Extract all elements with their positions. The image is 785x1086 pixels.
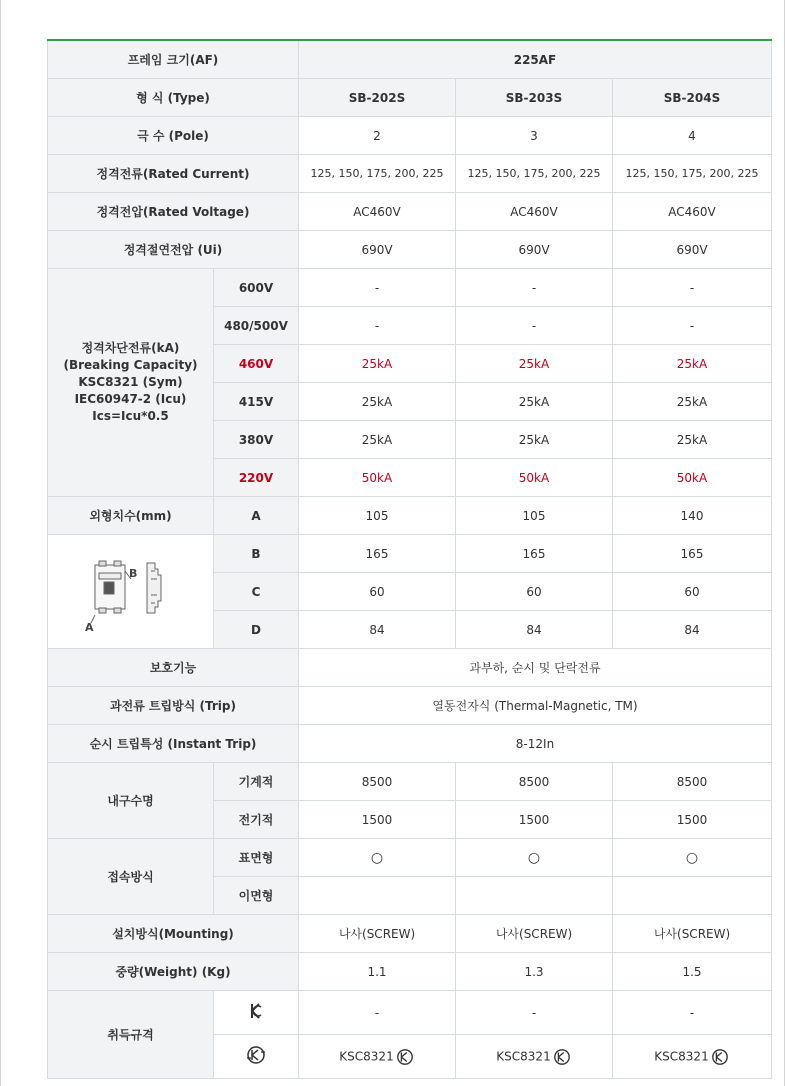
- ks-mark-icon: [245, 1045, 267, 1065]
- rated-current-value: 125, 150, 175, 200, 225: [613, 155, 772, 193]
- row-pole: [48, 117, 772, 155]
- breaking-value: -: [299, 269, 456, 307]
- row-insulation-voltage: [48, 231, 772, 269]
- insulation-voltage-value: 690V: [299, 231, 456, 269]
- row-dimension-a: [48, 497, 772, 535]
- breaking-value: 25kA: [456, 345, 613, 383]
- model-sb-202s: SB-202S: [299, 79, 456, 117]
- connection-label: 접속방식: [48, 839, 214, 915]
- certification-ks-cell: [613, 1035, 772, 1079]
- weight-value: 1.3: [456, 953, 613, 991]
- endurance-kind: 전기적: [214, 801, 299, 839]
- breaking-voltage: 480/500V: [214, 307, 299, 345]
- breaking-value: 50kA: [613, 459, 772, 497]
- row-protection: [48, 649, 772, 687]
- breaking-value: 25kA: [299, 345, 456, 383]
- dimension-value: 105: [299, 497, 456, 535]
- connection-kind: 이면형: [214, 877, 299, 915]
- connection-value: [613, 877, 772, 915]
- row-frame-size: [48, 40, 772, 79]
- certification-value: -: [456, 991, 613, 1035]
- ks-mark-icon: [395, 1048, 415, 1066]
- row-instant-trip: [48, 725, 772, 763]
- certification-value: KSC8321: [339, 1049, 394, 1063]
- mounting-value: 나사(SCREW): [613, 915, 772, 953]
- weight-label: 중량(Weight) (Kg): [48, 953, 299, 991]
- mounting-value: 나사(SCREW): [299, 915, 456, 953]
- row-endurance-mechanical: [48, 763, 772, 801]
- breaking-value: 50kA: [299, 459, 456, 497]
- row-overcurrent-trip: [48, 687, 772, 725]
- dimension-value: 105: [456, 497, 613, 535]
- breaking-label-line: KSC8321 (Sym): [78, 375, 183, 389]
- overcurrent-trip-value: 열동전자식 (Thermal-Magnetic, TM): [299, 687, 772, 725]
- certification-value: KSC8321: [654, 1049, 709, 1063]
- diagram-label-b: B: [128, 566, 137, 580]
- certification-value: KSC8321: [496, 1049, 551, 1063]
- frame-size-label: 프레임 크기(AF): [48, 40, 299, 79]
- pole-value: 4: [613, 117, 772, 155]
- dimension-value: 165: [299, 535, 456, 573]
- page-frame-left: [0, 0, 1, 1086]
- certification-value: -: [613, 991, 772, 1035]
- breaking-label-line: 정격차단전류(kA): [81, 341, 180, 355]
- connection-value: [299, 877, 456, 915]
- breaking-voltage: 415V: [214, 383, 299, 421]
- endurance-label: 내구수명: [48, 763, 214, 839]
- row-rated-voltage: [48, 193, 772, 231]
- dimension-value: 60: [299, 573, 456, 611]
- breaking-label-line: (Breaking Capacity): [63, 358, 198, 372]
- connection-value: ○: [299, 839, 456, 877]
- breaker-dimension-diagram: [83, 551, 179, 633]
- breaking-value: -: [613, 269, 772, 307]
- rated-voltage-label: 정격전압(Rated Voltage): [48, 193, 299, 231]
- ks-mark-icon: [710, 1048, 730, 1066]
- row-weight: [48, 953, 772, 991]
- insulation-voltage-value: 690V: [456, 231, 613, 269]
- breaking-voltage: 380V: [214, 421, 299, 459]
- breaking-label-line: IEC60947-2 (Icu): [74, 392, 187, 406]
- weight-value: 1.5: [613, 953, 772, 991]
- breaking-voltage: 220V: [214, 459, 299, 497]
- rated-voltage-value: AC460V: [456, 193, 613, 231]
- breaking-value: -: [456, 269, 613, 307]
- certification-value: -: [299, 991, 456, 1035]
- mounting-label: 설치방식(Mounting): [48, 915, 299, 953]
- breaking-value: -: [613, 307, 772, 345]
- dimension-key: C: [214, 573, 299, 611]
- endurance-value: 8500: [456, 763, 613, 801]
- row-connection-front: [48, 839, 772, 877]
- instant-trip-label: 순시 트립특성 (Instant Trip): [48, 725, 299, 763]
- ks-mark-icon: [552, 1048, 572, 1066]
- breaking-value: 25kA: [299, 383, 456, 421]
- connection-value: ○: [456, 839, 613, 877]
- dimension-value: 165: [613, 535, 772, 573]
- endurance-kind: 기계적: [214, 763, 299, 801]
- connection-kind: 표면형: [214, 839, 299, 877]
- breaking-voltage: 600V: [214, 269, 299, 307]
- connection-value: ○: [613, 839, 772, 877]
- dimension-diagram-cell: [48, 535, 214, 649]
- dimension-value: 60: [456, 573, 613, 611]
- certification-label: 취득규격: [48, 991, 214, 1079]
- weight-value: 1.1: [299, 953, 456, 991]
- rated-voltage-value: AC460V: [613, 193, 772, 231]
- diagram-label-a: A: [84, 620, 94, 633]
- endurance-value: 1500: [613, 801, 772, 839]
- model-sb-203s: SB-203S: [456, 79, 613, 117]
- row-breaking-600v: [48, 269, 772, 307]
- frame-size-value: 225AF: [299, 40, 772, 79]
- kc-mark-cell: [214, 991, 299, 1035]
- dimension-key: B: [214, 535, 299, 573]
- row-certification-kc: [48, 991, 772, 1035]
- rated-current-value: 125, 150, 175, 200, 225: [299, 155, 456, 193]
- breaking-label-line: Ics=Icu*0.5: [92, 409, 169, 423]
- protection-value: 과부하, 순시 및 단락전류: [299, 649, 772, 687]
- endurance-value: 8500: [613, 763, 772, 801]
- dimension-key: D: [214, 611, 299, 649]
- breaking-value: 25kA: [456, 421, 613, 459]
- row-rated-current: [48, 155, 772, 193]
- dimensions-label: 외형치수(mm): [48, 497, 214, 535]
- breaking-value: 25kA: [613, 345, 772, 383]
- ks-mark-cell: [214, 1035, 299, 1079]
- insulation-voltage-label: 정격절연전압 (Ui): [48, 231, 299, 269]
- pole-value: 3: [456, 117, 613, 155]
- dimension-value: 60: [613, 573, 772, 611]
- rated-voltage-value: AC460V: [299, 193, 456, 231]
- breaking-value: 25kA: [299, 421, 456, 459]
- endurance-value: 1500: [456, 801, 613, 839]
- overcurrent-trip-label: 과전류 트립방식 (Trip): [48, 687, 299, 725]
- mounting-value: 나사(SCREW): [456, 915, 613, 953]
- endurance-value: 1500: [299, 801, 456, 839]
- endurance-value: 8500: [299, 763, 456, 801]
- insulation-voltage-value: 690V: [613, 231, 772, 269]
- protection-label: 보호기능: [48, 649, 299, 687]
- breaking-capacity-label: [48, 269, 214, 497]
- certification-ks-cell: [456, 1035, 613, 1079]
- certification-ks-cell: [299, 1035, 456, 1079]
- dimension-value: 140: [613, 497, 772, 535]
- spec-table: [47, 39, 772, 1079]
- rated-current-value: 125, 150, 175, 200, 225: [456, 155, 613, 193]
- breaking-value: 25kA: [613, 383, 772, 421]
- kc-mark-icon: [249, 1002, 263, 1020]
- row-type: [48, 79, 772, 117]
- pole-label: 극 수 (Pole): [48, 117, 299, 155]
- row-dimension-b: [48, 535, 772, 573]
- rated-current-label: 정격전류(Rated Current): [48, 155, 299, 193]
- connection-value: [456, 877, 613, 915]
- model-sb-204s: SB-204S: [613, 79, 772, 117]
- breaking-value: 50kA: [456, 459, 613, 497]
- dimension-value: 84: [299, 611, 456, 649]
- instant-trip-value: 8-12In: [299, 725, 772, 763]
- breaking-value: 25kA: [613, 421, 772, 459]
- breaking-value: 25kA: [456, 383, 613, 421]
- dimension-value: 84: [456, 611, 613, 649]
- breaking-voltage: 460V: [214, 345, 299, 383]
- breaking-value: -: [456, 307, 613, 345]
- dimension-value: 165: [456, 535, 613, 573]
- breaking-value: -: [299, 307, 456, 345]
- dimension-key: A: [214, 497, 299, 535]
- type-label: 형 식 (Type): [48, 79, 299, 117]
- pole-value: 2: [299, 117, 456, 155]
- row-mounting: [48, 915, 772, 953]
- dimension-value: 84: [613, 611, 772, 649]
